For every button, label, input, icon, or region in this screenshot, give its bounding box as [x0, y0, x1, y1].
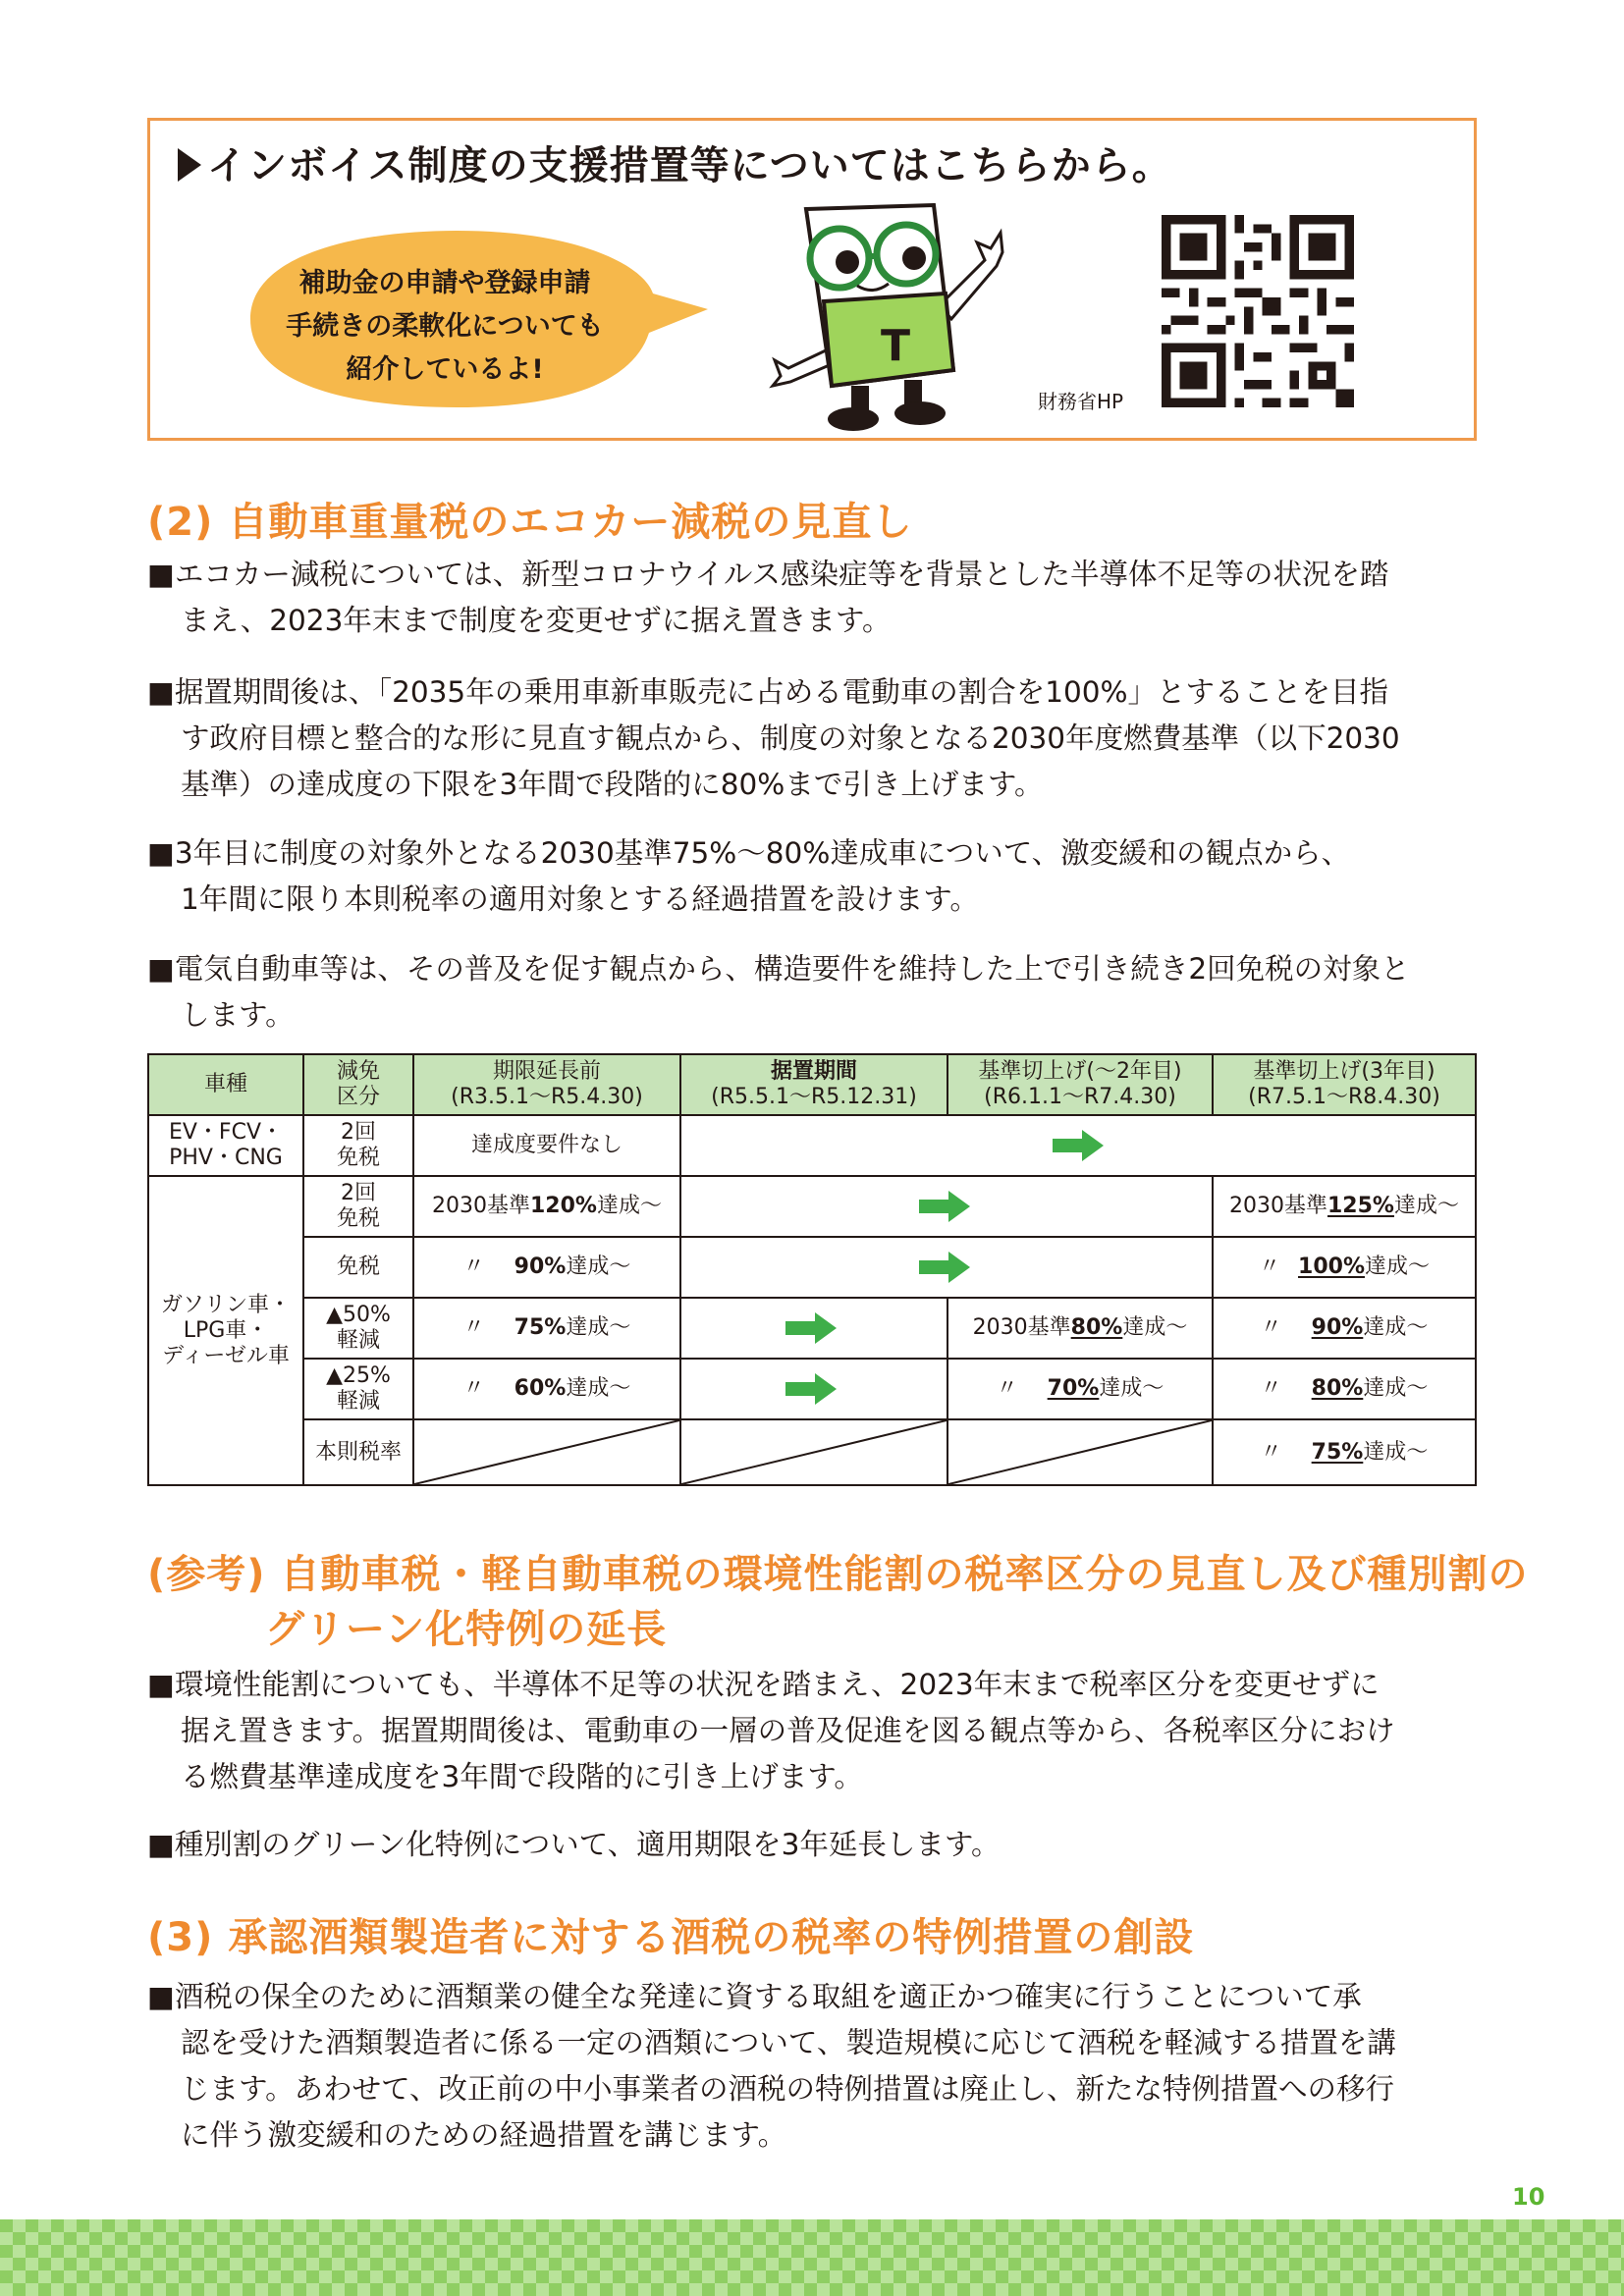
page-number: 10: [1512, 2183, 1545, 2211]
row2-period-4: 〃 100% 達成〜: [1212, 1236, 1477, 1299]
section2-paragraph-2: ■据置期間後は、「2035年の乗用車新車販売に占める電動車の割合を100%」とすることを目指 す政府目標と整合的な形に見直す観点から、制度の対象となる2030年度燃費基準（以下2030 基準）の達成度の下限を3年間で段階的に80%まで引き上げます。: [147, 675, 1400, 801]
reference-paragraph-2: ■種別割のグリーン化特例について、適用期限を3年延長します。: [147, 1828, 1001, 1861]
gasoline-vehicle-type: ガソリン車・ LPG車・ ディーゼル車: [147, 1175, 304, 1486]
bubble-text: 補助金の申請や登録申請 手続きの柔軟化についても 紹介しているよ!: [286, 268, 604, 385]
header-period-4: 基準切上げ(3年目) (R7.5.1〜R8.4.30): [1212, 1053, 1477, 1116]
row3-period-3: 2030基準 80% 達成〜: [947, 1297, 1214, 1360]
header-period-2: 据置期間 (R5.5.1〜R5.12.31): [679, 1053, 948, 1116]
diagonal-slash-icon: [948, 1420, 1212, 1484]
row4-period-4: 〃 80% 達成〜: [1212, 1358, 1477, 1420]
row1-category: 2回 免税: [302, 1175, 414, 1238]
invoice-info-box: [147, 118, 1477, 441]
row3-period-4: 〃 90% 達成〜: [1212, 1297, 1477, 1360]
diagonal-slash-icon: [681, 1420, 947, 1484]
reference-heading: (参考) 自動車税・軽自動車税の環境性能割の税率区分の見直し及び種別割の グリーン化特例の延長: [147, 1552, 1529, 1652]
diagonal-slash-icon: [414, 1420, 679, 1484]
row3-category: ▲50% 軽減: [302, 1297, 414, 1360]
section2-heading: (2) 自動車重量税のエコカー減税の見直し: [147, 500, 913, 545]
section3-paragraph-1: ■酒税の保全のために酒類業の健全な発達に資する取組を適正かつ確実に行うことについて承 認を受けた酒類製造者に係る一定の酒類について、製造規模に応じて酒税を軽減する措置を講 じます。あわせて、改正前の中小事業者の酒税の特例措置は廃止し、新たな特例措置への移行 に伴う激変緩和のための経過措置を講じます。: [147, 1980, 1396, 2152]
row4-period-3: 〃 70% 達成〜: [947, 1358, 1214, 1420]
header-category: 減免 区分: [302, 1053, 414, 1116]
mascot-character-icon: [767, 203, 1032, 435]
row3-period-1: 〃 75% 達成〜: [412, 1297, 681, 1360]
row2-period-1: 〃 90% 達成〜: [412, 1236, 681, 1299]
row1-period-1: 2030基準 120% 達成〜: [412, 1175, 681, 1238]
row1-period-4: 2030基準 125% 達成〜: [1212, 1175, 1477, 1238]
header-period-3: 基準切上げ(〜2年目) (R6.1.1〜R7.4.30): [947, 1053, 1214, 1116]
qr-label: 財務省HP: [1038, 390, 1124, 413]
row4-arrow-icon: [785, 1373, 837, 1405]
row4-period-1: 〃 60% 達成〜: [412, 1358, 681, 1420]
header-vehicle-type: 車種: [147, 1053, 304, 1116]
svg-text:T: T: [881, 321, 911, 371]
section2-paragraph-1: ■エコカー減税については、新型コロナウイルス感染症等を背景とした半導体不足等の状況を踏 まえ、2023年末まで制度を変更せずに据え置きます。: [147, 558, 1389, 637]
ev-vehicle-type: EV・FCV・ PHV・CNG: [147, 1114, 304, 1177]
checkered-footer-band: [0, 2219, 1624, 2296]
section2-paragraph-3: ■3年目に制度の対象外となる2030基準75%〜80%達成車について、激変緩和の観点から、 1年間に限り本則税率の適用対象とする経過措置を設けます。: [147, 836, 1351, 916]
triangle-bullet-icon: [178, 148, 201, 182]
section2-paragraph-4: ■電気自動車等は、その普及を促す観点から、構造要件を維持した上で引き続き2回免税の対象と します。: [147, 952, 1410, 1032]
qr-code-icon: [1162, 215, 1354, 407]
ev-period-1: 達成度要件なし: [412, 1114, 681, 1177]
ev-arrow-icon: [1053, 1130, 1104, 1161]
row3-arrow-icon: [785, 1312, 837, 1344]
reference-paragraph-1: ■環境性能割についても、半導体不足等の状況を踏まえ、2023年末まで税率区分を変更せずに 据え置きます。据置期間後は、電動車の一層の普及促進を図る観点等から、各税率区分におけ る燃費基準達成度を3年間で段階的に引き上げます。: [147, 1668, 1395, 1793]
row5-category: 本則税率: [302, 1418, 414, 1486]
row2-arrow-icon: [919, 1252, 970, 1283]
row2-category: 免税: [302, 1236, 414, 1299]
row4-category: ▲25% 軽減: [302, 1358, 414, 1420]
invoice-title: インボイス制度の支援措置等についてはこちらから。: [178, 134, 1172, 190]
header-period-1: 期限延長前 (R3.5.1〜R5.4.30): [412, 1053, 681, 1116]
row5-period-4: 〃 75% 達成〜: [1212, 1418, 1477, 1486]
row1-arrow-icon: [919, 1191, 970, 1222]
eco-car-tax-table: [147, 1053, 1477, 1486]
section3-heading: (3) 承認酒類製造者に対する酒税の税率の特例措置の創設: [147, 1915, 1195, 1960]
ev-category: 2回 免税: [302, 1114, 414, 1177]
